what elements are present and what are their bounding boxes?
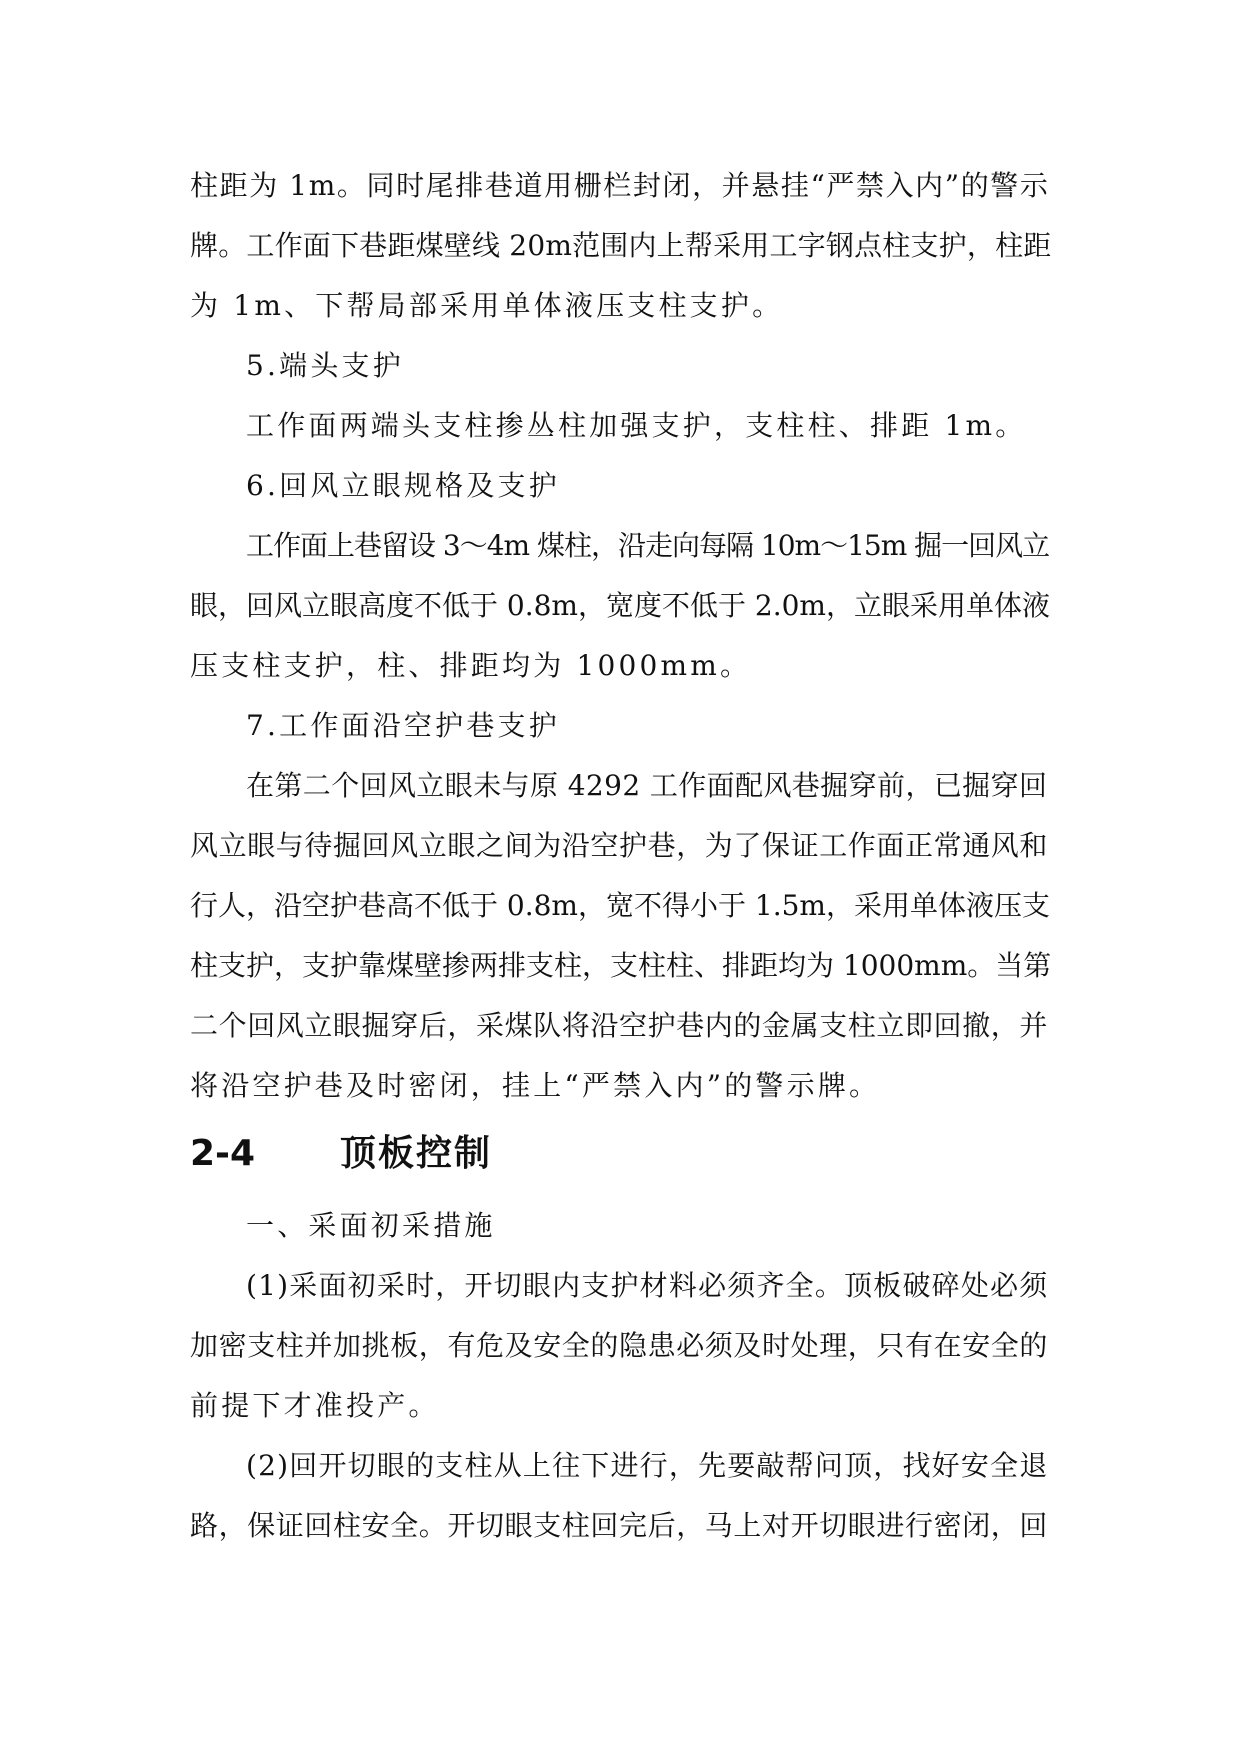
section-title: 顶板控制 (340, 1133, 493, 1174)
paragraph-line: 行人，沿空护巷高不低于 0.8m，宽不得小于 1.5m，采用单体液压支 (190, 889, 1050, 922)
paragraph-line: 路，保证回柱安全。开切眼支柱回完后，马上对开切眼进行密闭，回 (190, 1509, 1049, 1542)
paragraph-line: 为 1m、下帮局部采用单体液压支柱支护。 (190, 289, 784, 322)
section-item-title: 5.端头支护 (246, 349, 404, 382)
paragraph-line: 二个回风立眼掘穿后，采煤队将沿空护巷内的金属支柱立即回撤，并 (190, 1009, 1049, 1042)
paragraph-line: 加密支柱并加挑板，有危及安全的隐患必须及时处理，只有在安全的 (190, 1329, 1049, 1362)
section-heading (190, 1132, 492, 1176)
paragraph-line: (1)采面初采时，开切眼内支护材料必须齐全。顶板破碎处必须 (246, 1269, 1049, 1302)
section-item-title: 6.回风立眼规格及支护 (246, 469, 560, 502)
paragraph-line: 将沿空护巷及时密闭，挂上“严禁入内”的警示牌。 (190, 1069, 881, 1102)
subsection-title: 一、采面初采措施 (246, 1209, 496, 1242)
paragraph-line: 柱支护，支护靠煤壁掺两排支柱，支柱柱、排距均为 1000mm。当第 (190, 949, 1052, 982)
paragraph-line: 眼，回风立眼高度不低于 0.8m，宽度不低于 2.0m，立眼采用单体液 (190, 589, 1050, 622)
paragraph-line: 前提下才准投产。 (190, 1389, 440, 1422)
paragraph-line: 压支柱支护，柱、排距均为 1000mm。 (190, 649, 752, 682)
section-item-title: 7.工作面沿空护巷支护 (246, 709, 560, 742)
paragraph-line: (2)回开切眼的支柱从上往下进行，先要敲帮问顶，找好安全退 (246, 1449, 1049, 1482)
paragraph-line: 风立眼与待掘回风立眼之间为沿空护巷，为了保证工作面正常通风和 (190, 829, 1049, 862)
section-number: 2-4 (190, 1133, 256, 1174)
paragraph-line: 工作面上巷留设 3～4m 煤柱，沿走向每隔 10m～15m 掘一回风立 (246, 529, 1050, 562)
paragraph-line: 工作面两端头支柱掺丛柱加强支护，支柱柱、排距 1m。 (246, 409, 1027, 442)
paragraph-line: 牌。工作面下巷距煤壁线 20m范围内上帮采用工字钢点柱支护，柱距 (190, 229, 1052, 262)
paragraph-line: 在第二个回风立眼未与原 4292 工作面配风巷掘穿前，已掘穿回 (246, 769, 1048, 802)
paragraph-line: 柱距为 1m。同时尾排巷道用栅栏封闭，并悬挂“严禁入内”的警示 (190, 169, 1050, 202)
